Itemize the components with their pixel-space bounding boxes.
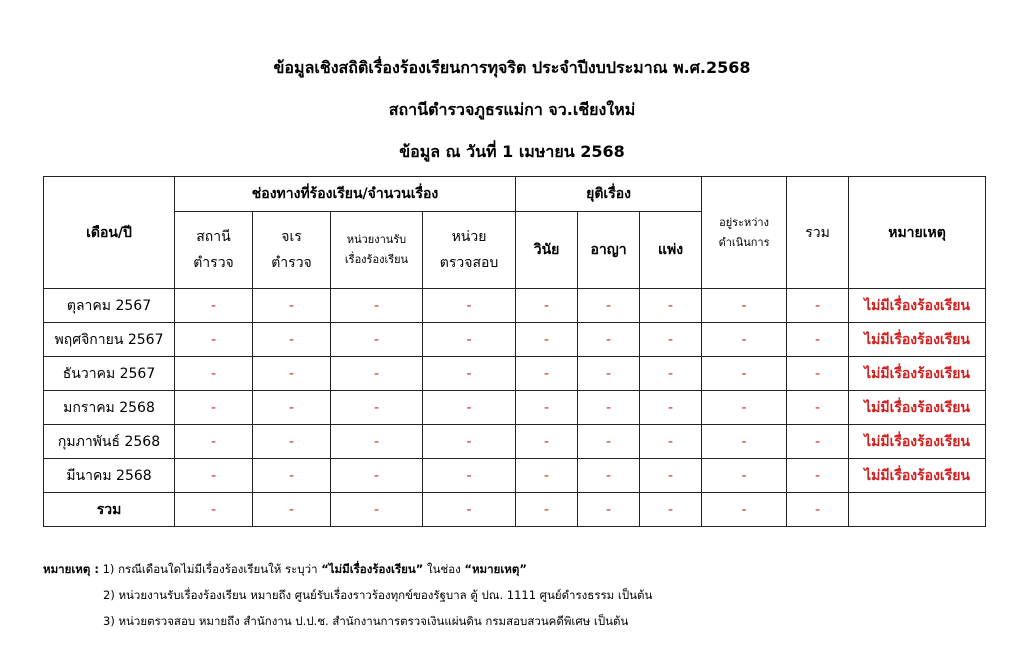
total-note-cell: [849, 493, 986, 527]
note-cell: ไม่มีเรื่องร้องเรียน: [849, 357, 986, 391]
channel-group-header: ช่องทางที่ร้องเรียน/จำนวนเรื่อง: [175, 177, 516, 212]
table-row: [44, 289, 986, 323]
note-cell: ไม่มีเรื่องร้องเรียน: [849, 391, 986, 425]
value-cell: -: [640, 289, 702, 323]
station-name: สถานีตำรวจภูธรแม่กา จว.เชียงใหม่: [388, 100, 636, 119]
total-cell: -: [175, 493, 253, 527]
remarks-label: หมายเหตุ :: [43, 562, 99, 576]
value-cell: -: [702, 459, 787, 493]
header-row-top: [44, 177, 986, 212]
value-cell: -: [787, 459, 849, 493]
value-cell: -: [423, 459, 516, 493]
month-cell: ตุลาคม 2567: [44, 289, 175, 323]
month-cell: มีนาคม 2568: [44, 459, 175, 493]
value-cell: -: [423, 425, 516, 459]
value-cell: -: [702, 391, 787, 425]
value-cell: -: [787, 323, 849, 357]
value-cell: -: [516, 459, 578, 493]
value-cell: -: [787, 289, 849, 323]
remark-line-3: 3) หน่วยตรวจสอบ หมายถึง สำนักงาน ป.ป.ช. สำนักงานการตรวจเงินแผ่นดิน กรมสอบสวนคดีพิเศษ เป็นต้น: [103, 614, 629, 628]
total-header: รวม: [787, 177, 849, 289]
value-cell: -: [702, 425, 787, 459]
value-cell: -: [516, 289, 578, 323]
month-cell: มกราคม 2568: [44, 391, 175, 425]
value-cell: -: [516, 391, 578, 425]
resolved-criminal: อาญา: [578, 212, 640, 289]
total-label: รวม: [44, 493, 175, 527]
table-row: [44, 357, 986, 391]
channel-police-station: สถานี ตำรวจ: [175, 212, 253, 289]
total-cell: -: [423, 493, 516, 527]
in-progress-header: อยู่ระหว่าง ดำเนินการ: [702, 177, 787, 289]
value-cell: -: [175, 459, 253, 493]
value-cell: -: [175, 323, 253, 357]
resolved-civil: แพ่ง: [640, 212, 702, 289]
month-cell: กุมภาพันธ์ 2568: [44, 425, 175, 459]
value-cell: -: [787, 391, 849, 425]
value-cell: -: [253, 289, 331, 323]
remark-header: หมายเหตุ: [849, 177, 986, 289]
month-cell: ธันวาคม 2567: [44, 357, 175, 391]
table-row: [44, 391, 986, 425]
value-cell: -: [253, 425, 331, 459]
value-cell: -: [175, 425, 253, 459]
value-cell: -: [253, 391, 331, 425]
value-cell: -: [702, 357, 787, 391]
value-cell: -: [175, 289, 253, 323]
value-cell: -: [331, 357, 423, 391]
value-cell: -: [423, 391, 516, 425]
value-cell: -: [331, 425, 423, 459]
channel-audit-unit: หน่วย ตรวจสอบ: [423, 212, 516, 289]
value-cell: -: [423, 323, 516, 357]
total-row: [44, 493, 986, 527]
value-cell: -: [423, 357, 516, 391]
value-cell: -: [578, 289, 640, 323]
value-cell: -: [331, 459, 423, 493]
total-cell: -: [331, 493, 423, 527]
value-cell: -: [640, 459, 702, 493]
remark-line-1: หมายเหตุ : 1) กรณีเดือนใดไม่มีเรื่องร้องเรียนให้ ระบุว่า “ไม่มีเรื่องร้องเรียน” ในช่อง “หมายเหตุ”: [43, 562, 527, 576]
value-cell: -: [640, 425, 702, 459]
value-cell: -: [175, 391, 253, 425]
value-cell: -: [578, 425, 640, 459]
month-header: เดือน/ปี: [44, 177, 175, 289]
total-cell: -: [787, 493, 849, 527]
document-title: ข้อมูลเชิงสถิติเรื่องร้องเรียนการทุจริต ประจำปีงบประมาณ พ.ศ.2568: [273, 58, 751, 77]
complaint-statistics-table: [43, 176, 986, 527]
table-row: [44, 323, 986, 357]
total-cell: -: [253, 493, 331, 527]
value-cell: -: [331, 323, 423, 357]
remarks-section: [43, 556, 652, 634]
value-cell: -: [787, 425, 849, 459]
value-cell: -: [423, 289, 516, 323]
value-cell: -: [702, 289, 787, 323]
resolved-discipline: วินัย: [516, 212, 578, 289]
channel-inspector-general: จเร ตำรวจ: [253, 212, 331, 289]
month-cell: พฤศจิกายน 2567: [44, 323, 175, 357]
value-cell: -: [175, 357, 253, 391]
total-cell: -: [702, 493, 787, 527]
value-cell: -: [578, 459, 640, 493]
value-cell: -: [516, 323, 578, 357]
table-row: [44, 459, 986, 493]
value-cell: -: [578, 391, 640, 425]
value-cell: -: [516, 425, 578, 459]
channel-complaint-agency: หน่วยงานรับ เรื่องร้องเรียน: [331, 212, 423, 289]
value-cell: -: [253, 323, 331, 357]
data-date: ข้อมูล ณ วันที่ 1 เมษายน 2568: [399, 142, 625, 161]
note-cell: ไม่มีเรื่องร้องเรียน: [849, 289, 986, 323]
value-cell: -: [787, 357, 849, 391]
document-header: [0, 58, 1024, 162]
value-cell: -: [702, 323, 787, 357]
value-cell: -: [516, 357, 578, 391]
total-cell: -: [578, 493, 640, 527]
resolved-group-header: ยุติเรื่อง: [516, 177, 702, 212]
value-cell: -: [640, 323, 702, 357]
table-row: [44, 425, 986, 459]
value-cell: -: [331, 289, 423, 323]
value-cell: -: [578, 323, 640, 357]
note-cell: ไม่มีเรื่องร้องเรียน: [849, 459, 986, 493]
total-cell: -: [640, 493, 702, 527]
note-cell: ไม่มีเรื่องร้องเรียน: [849, 425, 986, 459]
value-cell: -: [253, 357, 331, 391]
remark-line-2: 2) หน่วยงานรับเรื่องร้องเรียน หมายถึง ศูนย์รับเรื่องราวร้องทุกข์ของรัฐบาล ตู้ ปณ. 1111 ศูนย์ดำรงธรรม เป็นต้น: [103, 588, 653, 602]
total-cell: -: [516, 493, 578, 527]
note-cell: ไม่มีเรื่องร้องเรียน: [849, 323, 986, 357]
value-cell: -: [253, 459, 331, 493]
value-cell: -: [578, 357, 640, 391]
value-cell: -: [640, 391, 702, 425]
value-cell: -: [640, 357, 702, 391]
value-cell: -: [331, 391, 423, 425]
